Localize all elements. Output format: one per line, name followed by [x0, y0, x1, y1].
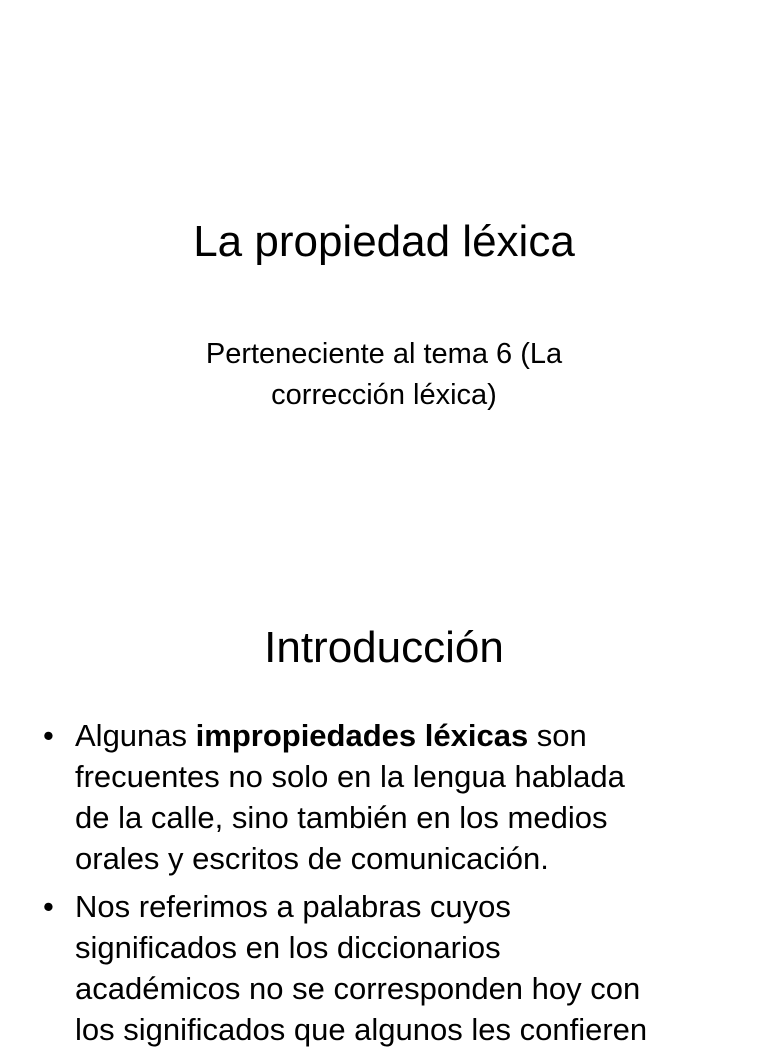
bullet-icon: • [43, 718, 54, 753]
slide-title: Introducción [264, 623, 504, 672]
bullet-line: de la calle, sino también en los medios [75, 800, 608, 835]
bullet-item [0, 886, 768, 1050]
bullet-text: son [528, 718, 587, 753]
subtitle-line: Perteneciente al tema 6 (La [205, 338, 563, 370]
bullet-line: orales y escritos de comunicación. [75, 841, 549, 876]
slide-subtitle [134, 334, 634, 416]
slide-title: La propiedad léxica [193, 217, 575, 266]
bullet-line: académicos no se corresponden hoy con [75, 971, 641, 1006]
bullet-emphasis: impropiedades léxicas [195, 718, 529, 753]
introduction-slide [0, 576, 768, 1047]
bullet-line: significados en los diccionarios [75, 930, 501, 965]
bullet-item [0, 715, 768, 879]
subtitle-line: corrección léxica) [271, 379, 497, 411]
bullet-list [0, 715, 768, 1057]
bullet-line: los significados que algunos les confieren [75, 1012, 648, 1047]
bullet-line: Nos referimos a palabras cuyos [75, 889, 511, 924]
bullet-line [75, 715, 768, 756]
bullet-icon: • [43, 889, 54, 924]
bullet-text: Algunas [75, 718, 196, 753]
bullet-line: frecuentes no solo en la lengua hablada [75, 759, 625, 794]
